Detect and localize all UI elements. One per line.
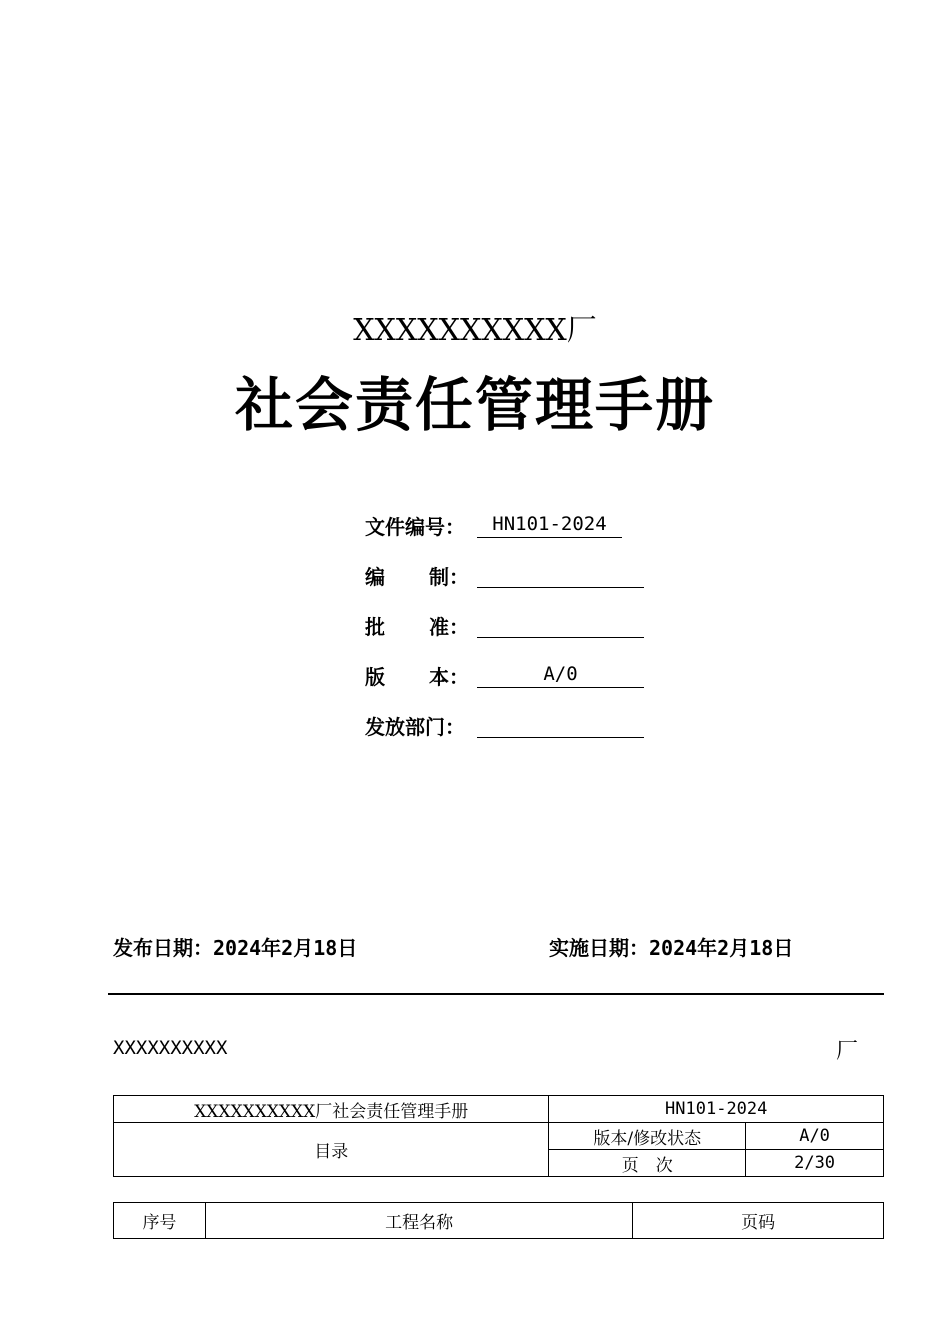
toc-table (113, 1202, 884, 1239)
version-label-a: 版 (365, 665, 385, 689)
table-header-row (114, 1203, 884, 1239)
doc-number-cell: HN101-2024 (549, 1096, 884, 1123)
section-cell: 目录 (114, 1123, 549, 1177)
release-month: 2 (281, 936, 294, 960)
department-row (365, 705, 685, 755)
manual-name-cell: XXXXXXXXXX厂社会责任管理手册 (114, 1096, 549, 1123)
version-row (365, 655, 685, 705)
department-value (477, 713, 644, 738)
effective-date-label: 实施日期： (549, 936, 649, 960)
table-row (114, 1123, 884, 1150)
document-title: 社会责任管理手册 (234, 371, 715, 439)
compiler-row (365, 555, 685, 605)
company-name: XXXXXXXXXX厂 (353, 313, 597, 348)
effective-year: 2024 (649, 936, 698, 960)
version-value: A/0 (477, 663, 644, 688)
page-divider (108, 993, 884, 995)
toc-header-page: 页码 (633, 1203, 884, 1239)
version-value-cell: A/0 (746, 1123, 884, 1150)
doc-number-row (365, 505, 685, 555)
effective-day-unit: 日 (773, 936, 794, 960)
table-row (114, 1096, 884, 1123)
doc-number-label: 文件编号： (365, 515, 465, 539)
approver-row (365, 605, 685, 655)
version-label-cell: 版本/修改状态 (549, 1123, 746, 1150)
effective-year-unit: 年 (697, 936, 718, 960)
version-label (365, 661, 469, 690)
approver-label (365, 611, 469, 640)
release-month-unit: 月 (293, 936, 314, 960)
release-year-unit: 年 (261, 936, 282, 960)
page-header-suffix: 厂 (836, 1039, 859, 1064)
release-year: 2024 (213, 936, 262, 960)
compiler-value (477, 563, 644, 588)
effective-month-unit: 月 (729, 936, 750, 960)
effective-date (549, 932, 793, 961)
toc-header-item: 工程名称 (205, 1203, 632, 1239)
approver-label-a: 批 (365, 615, 385, 639)
effective-day: 18 (749, 936, 774, 960)
effective-month: 2 (717, 936, 730, 960)
approver-label-b: 准： (429, 615, 469, 639)
doc-number-value: HN101-2024 (477, 513, 622, 538)
compiler-label (365, 561, 469, 590)
compiler-label-b: 制： (429, 565, 469, 589)
compiler-label-a: 编 (365, 565, 385, 589)
version-label-b: 本： (429, 665, 469, 689)
page-header-company: XXXXXXXXXX (113, 1037, 228, 1059)
toc-header-number: 序号 (114, 1203, 206, 1239)
page-label-cell: 页 次 (549, 1150, 746, 1177)
document-info-block (365, 505, 685, 755)
release-day: 18 (313, 936, 338, 960)
release-day-unit: 日 (337, 936, 358, 960)
release-date-label: 发布日期： (113, 936, 213, 960)
release-date (113, 932, 357, 961)
page-value-cell: 2/30 (746, 1150, 884, 1177)
approver-value (477, 613, 644, 638)
document-control-table (113, 1095, 884, 1177)
department-label: 发放部门： (365, 715, 465, 739)
